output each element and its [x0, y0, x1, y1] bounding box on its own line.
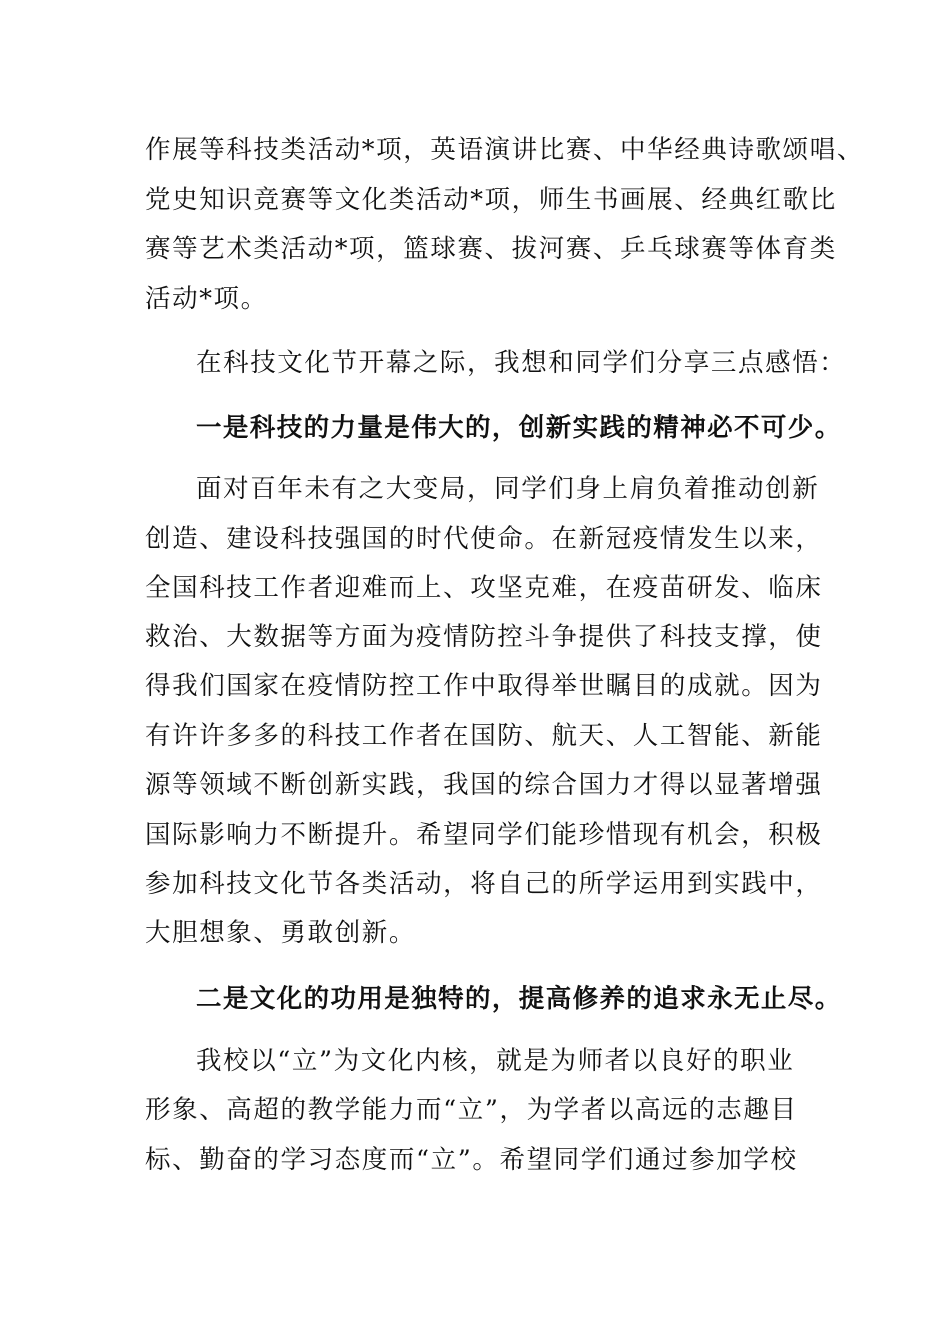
text-line: 形象、高超的教学能力而“立”，为学者以高远的志趣目 — [145, 1095, 798, 1125]
text-line: 在科技文化节开幕之际，我想和同学们分享三点感悟： — [196, 348, 847, 378]
section-heading: 二是文化的功用是独特的，提高修养的追求永无止尽。 — [196, 984, 842, 1014]
text-line: 国际影响力不断提升。希望同学们能珍惜现有机会，积极 — [145, 820, 823, 850]
text-line: 党史知识竞赛等文化类活动*项，师生书画展、经典红歌比 — [145, 185, 837, 215]
text-line: 源等领域不断创新实践，我国的综合国力才得以显著增强 — [145, 770, 823, 800]
text-line: 有许许多多的科技工作者在国防、航天、人工智能、新能 — [145, 721, 823, 751]
section-heading: 一是科技的力量是伟大的，创新实践的精神必不可少。 — [196, 413, 842, 443]
text-line: 我校以“立”为文化内核，就是为师者以良好的职业 — [196, 1046, 795, 1076]
text-line: 全国科技工作者迎难而上、攻坚克难，在疫苗研发、临床 — [145, 573, 823, 603]
text-line: 救治、大数据等方面为疫情防控斗争提供了科技支撑，使 — [145, 622, 823, 652]
text-line: 面对百年未有之大变局，同学们身上肩负着推动创新 — [196, 474, 820, 504]
text-line: 得我们国家在疫情防控工作中取得举世瞩目的成就。因为 — [145, 671, 823, 701]
text-line: 活动*项。 — [145, 284, 268, 314]
text-line: 创造、建设科技强国的时代使命。在新冠疫情发生以来， — [145, 524, 823, 554]
text-line: 标、勤奋的学习态度而“立”。希望同学们通过参加学校 — [145, 1145, 798, 1175]
text-line: 参加科技文化节各类活动，将自己的所学运用到实践中， — [145, 869, 823, 899]
text-line: 大胆想象、勇敢创新。 — [145, 918, 417, 948]
text-line: 赛等艺术类活动*项，篮球赛、拔河赛、乒乓球赛等体育类 — [145, 234, 837, 264]
text-line: 作展等科技类活动*项，英语演讲比赛、中华经典诗歌颂唱、 — [145, 135, 864, 165]
